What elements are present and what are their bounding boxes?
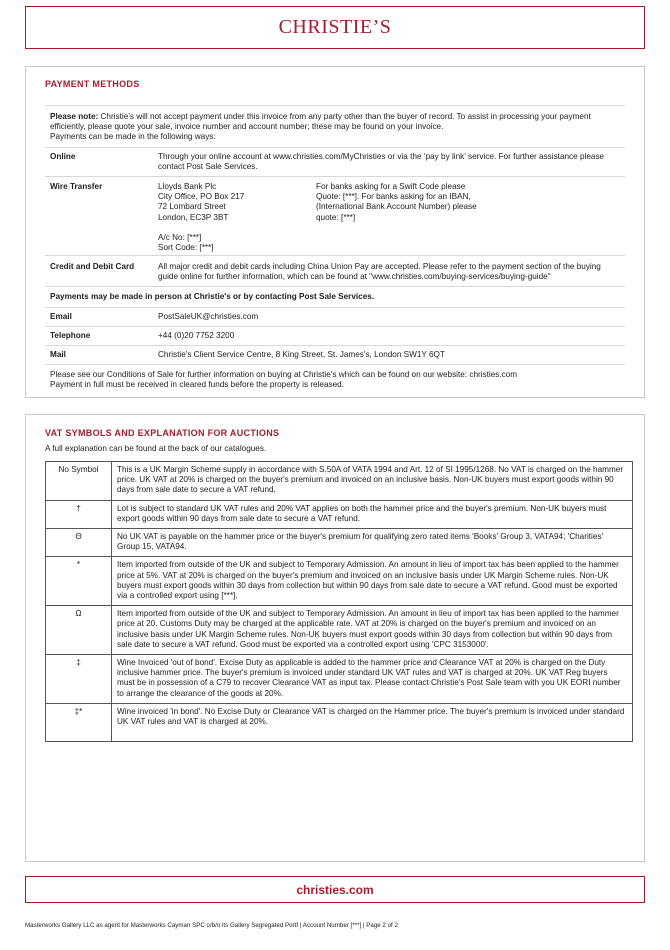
vat-symbol: ‡*: [46, 703, 112, 741]
mail-label: Mail: [50, 350, 66, 359]
divider: [45, 105, 625, 106]
table-row: [46, 606, 633, 655]
table-row: [46, 529, 633, 557]
in-person-text: Payments may be made in person at Christie's or by contacting Post Sale Services.: [50, 292, 375, 301]
vat-explanation: Wine invoiced 'in bond'. No Excise Duty or Clearance VAT is charged on the Hammer price. The buyer's premium is invoiced under standard UK VAT rules and VAT is charged at 20%.: [112, 703, 633, 741]
payment-methods-section: [25, 66, 645, 398]
wire-bank-address: Lloyds Bank Plc City Office, PO Box 217 72 Lombard Street London, EC3P 3BT A/c No: [***] Sort Code: [***]: [158, 182, 245, 253]
vat-explanation: This is a UK Margin Scheme supply in accordance with S.50A of VATA 1994 and Art. 12 of SI 1995/1268. No VAT is charged on the hammer price. UK VAT at 20% is charged on the buyer's premium and invoiced on an inclusive basis. Non-UK buyers must export goods within 90 days from sale date to secure a VAT refund.: [112, 462, 633, 501]
online-label: Online: [50, 152, 76, 161]
vat-symbol: ‡: [46, 655, 112, 704]
online-row: [50, 152, 620, 174]
in-person-row: [50, 292, 620, 302]
table-row: [46, 703, 633, 741]
vat-explanation: Wine Invoiced 'out of bond'. Excise Duty as applicable is added to the hammer price and Clearance VAT at 20% is charged on the Duty inclusive hammer price. The buyer's premium is invoiced under standard UK VAT rules and VAT is charged at 20%. UK VAT Reg buyers must be in possession of a C79 to recover Clearance VAT as input tax. Please contact Christie's Post Sale team with you UK EORI number to arrange the clearance of the goods at 20%.: [112, 655, 633, 704]
note-text: Christie’s will not accept payment under this invoice from any party other than the buyer of record. To assist in processing your payment efficiently, please quote your sale, invoice number and account number; these may be found on your invoice.: [50, 112, 591, 132]
vat-explanation: No UK VAT is payable on the hammer price or the buyer's premium for qualifying zero rated items 'Books' Group 3, VATA94; 'Charities' Group 15, VATA94.: [112, 529, 633, 557]
payment-note: [50, 112, 620, 143]
telephone-label: Telephone: [50, 331, 91, 340]
note-label: Please note:: [50, 112, 99, 121]
vat-symbol: Θ: [46, 529, 112, 557]
card-text: All major credit and debit cards including China Union Pay are accepted. Please refer to the payment section of the buying guide online for further information, which can be found at "www.christies.com/buying-services/buying-guide": [158, 262, 601, 282]
telephone-number: +44 (0)20 7752 3200: [158, 331, 235, 340]
page-header: [25, 6, 645, 49]
divider: [45, 176, 625, 177]
vat-section: [25, 414, 645, 862]
divider: [45, 147, 625, 148]
wire-label: Wire Transfer: [50, 182, 103, 191]
table-row: [46, 462, 633, 501]
note-ways: Payments can be made in the following ways:: [50, 132, 216, 142]
table-row: [46, 557, 633, 606]
divider: [45, 307, 625, 308]
wire-transfer-row: [50, 182, 620, 252]
vat-symbol: No Symbol: [46, 462, 112, 501]
vat-symbol: *: [46, 557, 112, 606]
swift-iban-text: For banks asking for a Swift Code please Quote: [***]. For banks asking for an IBAN, (International Bank Account Number) please quote: [***]: [316, 182, 477, 222]
divider: [45, 286, 625, 287]
divider: [45, 364, 625, 365]
card-label: Credit and Debit Card: [50, 262, 135, 271]
payment-methods-title: PAYMENT METHODS: [45, 79, 140, 89]
vat-explanation: Item imported from outside of the UK and subject to Temporary Admission. An amount in lieu of import tax has been applied to the hammer price at 5%. VAT at 20% is charged on the buyer's premium and invoiced on an inclusive basis under UK Margin Scheme rules. Non-UK buyers must export goods within 30 days from collection but within 90 days from sale date to secure a VAT refund. Good must be exported via a controlled export using [***].: [112, 557, 633, 606]
vat-intro: A full explanation can be found at the back of our catalogues.: [45, 444, 267, 453]
vat-explanation: Item imported from outside of the UK and subject to Temporary Admission. An amount in lieu of import tax has been applied to the hammer price at 20. Customs Duty may be charged at the applicable rate. VAT at 20% is charged on the buyer's premium and invoiced on an inclusive basis under UK Margin Scheme rules. Non-UK buyers must export goods within 30 days from collection but within 90 days from sale date to secure a VAT refund. Good must be exported via a controlled export using 'CPC 3153000'.: [112, 606, 633, 655]
document-footer-text: Masterworks Gallery LLC as agent for Masterworks Cayman SPC o/b/o its Gallery Segregated Portf | Account Number [***] | Page 2 of 2: [25, 922, 398, 929]
card-row: [50, 262, 620, 284]
conditions-note: Please see our Conditions of Sale for further information on buying at Christie's which can be found on our website: christies.com Payment in full must be received in cleared funds before the property is released.: [50, 370, 518, 390]
christies-logo: CHRISTIE’S: [278, 16, 392, 38]
table-row: [46, 500, 633, 528]
email-address[interactable]: PostSaleUK@christies.com: [158, 312, 259, 321]
vat-table: [45, 461, 633, 742]
email-label: Email: [50, 312, 72, 321]
vat-symbol: Ω: [46, 606, 112, 655]
vat-symbol: †: [46, 500, 112, 528]
christies-website-link[interactable]: christies.com: [296, 882, 374, 897]
online-text: Through your online account at www.christies.com/MyChristies or via the ‘pay by link’ service. For further assistance please contact Post Sale Services.: [158, 152, 605, 172]
mail-address: Christie's Client Service Centre, 8 King Street, St. James's, London SW1Y 6QT: [158, 350, 445, 359]
divider: [45, 326, 625, 327]
sort-code: Sort Code: [***]: [158, 243, 214, 253]
divider: [45, 345, 625, 346]
page-footer: [25, 876, 645, 903]
vat-explanation: Lot is subject to standard UK VAT rules and 20% VAT applies on both the hammer price and the buyer's premium. Non-UK buyers must export goods within 90 days from sale date to secure a VAT refund.: [112, 500, 633, 528]
account-number: A/c No: [***]: [158, 233, 202, 243]
divider: [45, 255, 625, 256]
vat-title: VAT SYMBOLS AND EXPLANATION FOR AUCTIONS: [45, 428, 280, 438]
table-row: [46, 655, 633, 704]
